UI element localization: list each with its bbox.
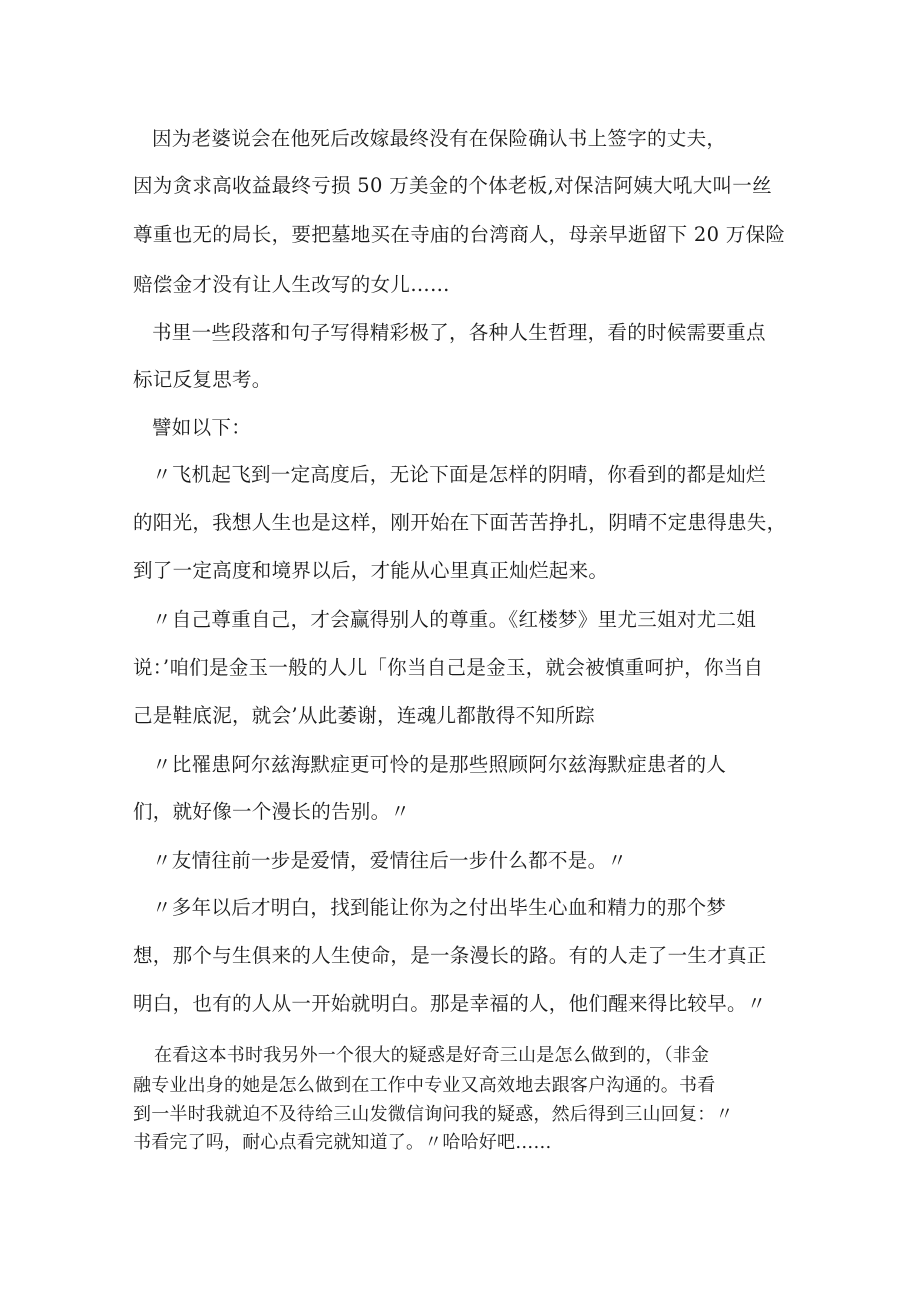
text-line: 明白，也有的人从一开始就明白。那是幸福的人，他们醒来得比较早。〃 bbox=[133, 992, 767, 1015]
text-line: 己是鞋底泥，就会’从此萎谢，连魂儿都散得不知所踪 bbox=[133, 704, 595, 727]
text-line: 想，那个与生俱来的人生使命，是一条漫长的路。有的人走了一生才真正 bbox=[133, 944, 767, 967]
text-line: 〃比罹患阿尔兹海默症更可怜的是那些照顾阿尔兹海默症患者的人 bbox=[152, 753, 727, 776]
text-line: 〃友情往前一步是爱情，爱情往后一步什么都不是。〃 bbox=[152, 849, 628, 872]
text-line: 〃飞机起飞到一定高度后，无论下面是怎样的阴晴，你看到的都是灿烂 bbox=[152, 463, 766, 486]
text-line: 因为贪求高收益最终亏损 50 万美金的个体老板,对保洁阿姨大吼大叫一丝 bbox=[133, 174, 772, 197]
text-line: 〃自己尊重自己，才会赢得别人的尊重。《红楼梦》里尤三姐对尤二姐 bbox=[152, 608, 757, 631]
text-line: 的阳光，我想人生也是这样，刚开始在下面苦苦挣扎，阴晴不定患得患失， bbox=[133, 511, 787, 534]
text-line: 到了一定高度和境界以后，才能从心里真正灿烂起来。 bbox=[133, 559, 609, 582]
text-line: 说：’咱们是金玉一般的人儿「你当自己是金玉，就会被慎重呵护，你当自 bbox=[133, 656, 764, 679]
text-line: 譬如以下： bbox=[152, 416, 252, 439]
text-line: 书看完了吗，耐心点看完就知道了。〃哈哈好吧…… bbox=[133, 1132, 552, 1153]
text-line: 们，就好像一个漫长的告别。〃 bbox=[133, 800, 411, 823]
text-line: 标记反复思考。 bbox=[133, 368, 272, 391]
text-line: 〃多年以后才明白，找到能让你为之付出毕生心血和精力的那个梦 bbox=[152, 896, 727, 919]
text-line: 书里一些段落和句子写得精彩极了，各种人生哲理，看的时候需要重点 bbox=[152, 321, 766, 344]
text-line: 融专业出身的她是怎么做到在工作中专业又高效地去跟客户沟通的。书看 bbox=[133, 1075, 716, 1096]
text-line: 因为老婆说会在他死后改嫁最终没有在保险确认书上签字的丈夫， bbox=[152, 127, 727, 150]
text-line: 到一半时我就迫不及待给三山发微信询问我的疑惑，然后得到三山回复：〃 bbox=[133, 1104, 734, 1125]
text-line: 在看这本书时我另外一个很大的疑惑是好奇三山是怎么做到的，（非金 bbox=[154, 1045, 710, 1066]
text-line: 赔偿金才没有让人生改写的女儿…… bbox=[133, 273, 450, 296]
text-line: 尊重也无的局长，要把墓地买在寺庙的台湾商人，母亲早逝留下 20 万保险 bbox=[133, 223, 786, 246]
